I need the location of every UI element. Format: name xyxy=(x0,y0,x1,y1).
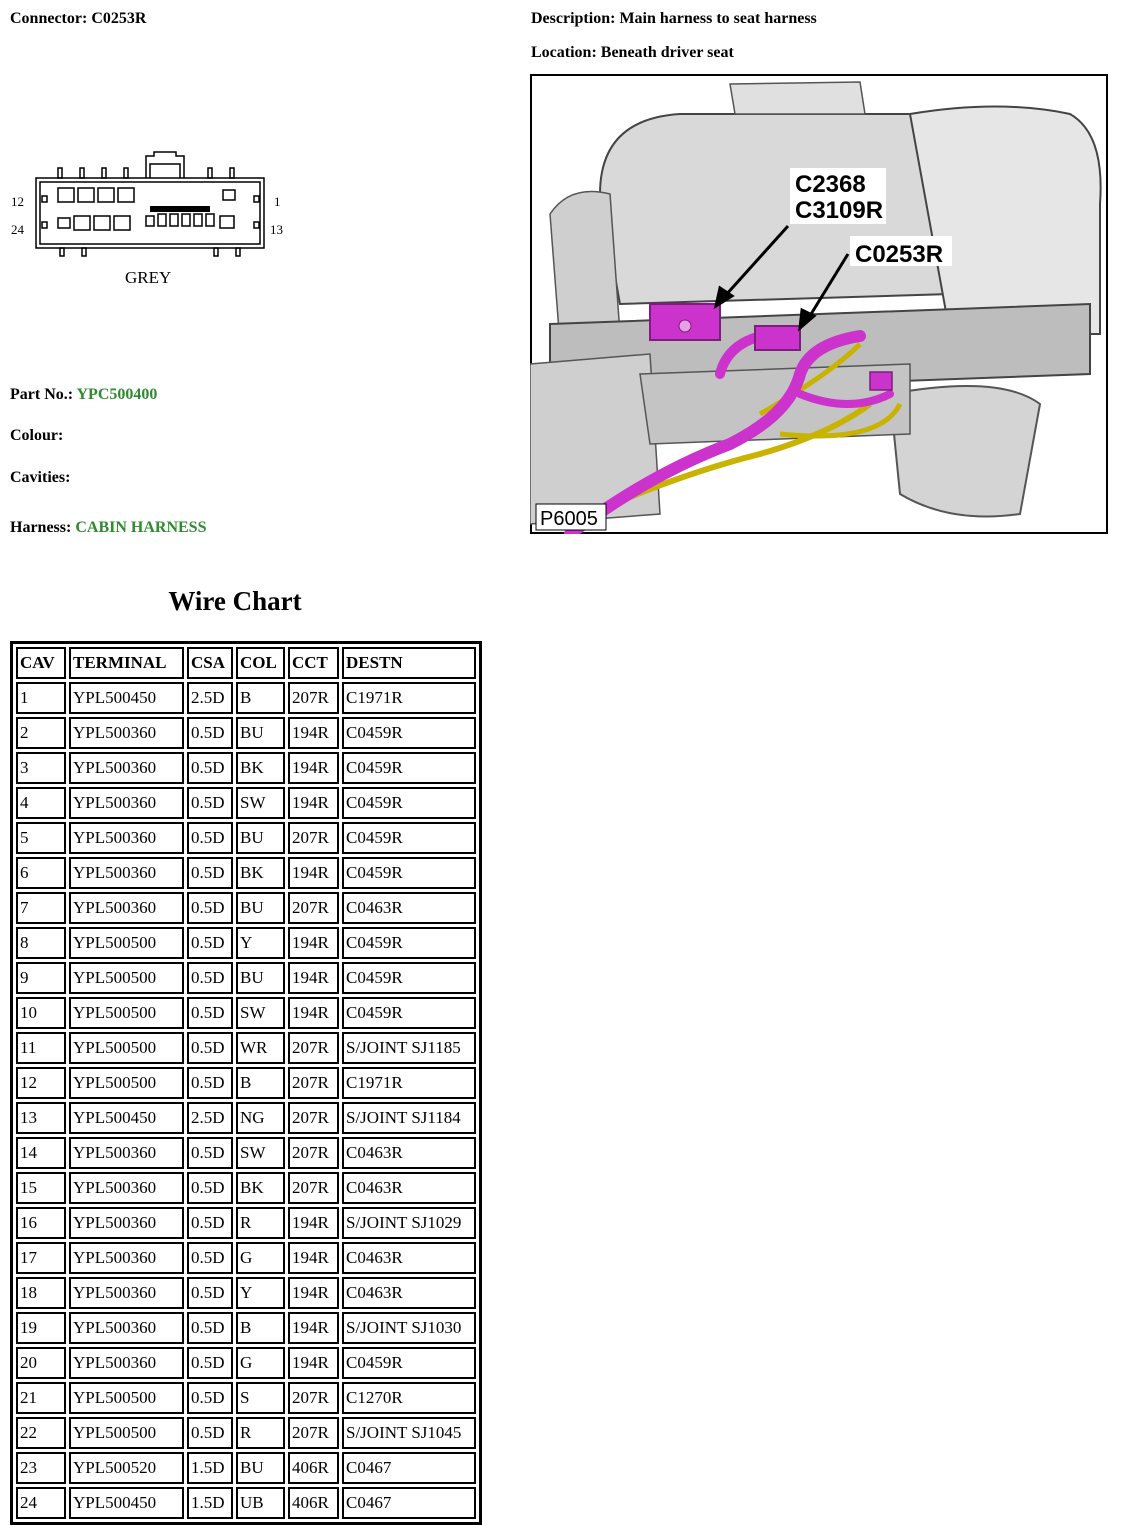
cell-csa: 0.5D xyxy=(187,857,233,889)
location-photo xyxy=(530,74,1108,534)
cell-cct: 207R xyxy=(288,1102,339,1134)
cell-terminal: YPL500360 xyxy=(69,787,184,819)
cell-terminal: YPL500500 xyxy=(69,1382,184,1414)
cell-cct: 207R xyxy=(288,1172,339,1204)
description-label: Description: xyxy=(531,10,616,27)
table-row xyxy=(16,927,476,959)
cell-csa: 2.5D xyxy=(187,682,233,714)
cell-terminal: YPL500500 xyxy=(69,1067,184,1099)
cell-csa: 0.5D xyxy=(187,1137,233,1169)
cell-cct: 194R xyxy=(288,1347,339,1379)
table-row xyxy=(16,1277,476,1309)
cell-terminal: YPL500360 xyxy=(69,1347,184,1379)
cell-destn: C0459R xyxy=(342,857,476,889)
cell-destn: C0463R xyxy=(342,1137,476,1169)
cell-cct: 194R xyxy=(288,717,339,749)
cell-destn: S/JOINT SJ1184 xyxy=(342,1102,476,1134)
cell-cav: 23 xyxy=(16,1452,66,1484)
table-row xyxy=(16,1242,476,1274)
table-row xyxy=(16,787,476,819)
table-row xyxy=(16,1487,476,1519)
cell-col: BK xyxy=(236,857,285,889)
cell-col: BU xyxy=(236,822,285,854)
cell-cav: 17 xyxy=(16,1242,66,1274)
cell-csa: 0.5D xyxy=(187,1172,233,1204)
cell-csa: 1.5D xyxy=(187,1452,233,1484)
cell-cav: 12 xyxy=(16,1067,66,1099)
cell-cav: 7 xyxy=(16,892,66,924)
cell-cct: 406R xyxy=(288,1487,339,1519)
cell-col: B xyxy=(236,1067,285,1099)
cell-destn: C0459R xyxy=(342,822,476,854)
harness-field xyxy=(10,519,206,537)
cell-terminal: YPL500360 xyxy=(69,717,184,749)
colour-label: Colour: xyxy=(10,427,64,444)
cell-destn: C0459R xyxy=(342,717,476,749)
pin-label-12: 12 xyxy=(11,194,24,209)
cell-cct: 207R xyxy=(288,1067,339,1099)
cell-cav: 14 xyxy=(16,1137,66,1169)
header-csa: CSA xyxy=(187,647,233,679)
cell-csa: 0.5D xyxy=(187,1242,233,1274)
cell-destn: C0459R xyxy=(342,1347,476,1379)
cell-terminal: YPL500360 xyxy=(69,892,184,924)
table-row xyxy=(16,752,476,784)
cell-destn: C0463R xyxy=(342,1242,476,1274)
description-field xyxy=(531,10,817,28)
cell-cav: 11 xyxy=(16,1032,66,1064)
description-value: Main harness to seat harness xyxy=(619,10,817,27)
header-destn: DESTN xyxy=(342,647,476,679)
cell-cct: 194R xyxy=(288,1242,339,1274)
cell-terminal: YPL500500 xyxy=(69,962,184,994)
cell-destn: S/JOINT SJ1030 xyxy=(342,1312,476,1344)
cell-destn: C0463R xyxy=(342,892,476,924)
cell-destn: S/JOINT SJ1029 xyxy=(342,1207,476,1239)
cell-destn: S/JOINT SJ1045 xyxy=(342,1417,476,1449)
cell-col: G xyxy=(236,1242,285,1274)
cell-cav: 3 xyxy=(16,752,66,784)
cell-cav: 6 xyxy=(16,857,66,889)
cell-cav: 20 xyxy=(16,1347,66,1379)
pin-label-1: 1 xyxy=(274,194,281,209)
cell-cct: 194R xyxy=(288,857,339,889)
cell-terminal: YPL500360 xyxy=(69,822,184,854)
cell-terminal: YPL500360 xyxy=(69,857,184,889)
connector-colour-text: GREY xyxy=(125,268,172,287)
cell-terminal: YPL500500 xyxy=(69,1032,184,1064)
table-row xyxy=(16,1417,476,1449)
cell-col: B xyxy=(236,1312,285,1344)
location-value: Beneath driver seat xyxy=(600,44,734,61)
cell-col: WR xyxy=(236,1032,285,1064)
table-row xyxy=(16,1102,476,1134)
table-header-row xyxy=(16,647,476,679)
cell-destn: C1971R xyxy=(342,1067,476,1099)
wire-chart-table xyxy=(10,641,482,1525)
cell-cav: 13 xyxy=(16,1102,66,1134)
cell-destn: C1971R xyxy=(342,682,476,714)
cell-cct: 194R xyxy=(288,962,339,994)
cell-col: R xyxy=(236,1207,285,1239)
cell-csa: 0.5D xyxy=(187,787,233,819)
connector-field xyxy=(10,10,146,28)
cell-col: BU xyxy=(236,962,285,994)
location-field xyxy=(531,44,734,62)
header-col: COL xyxy=(236,647,285,679)
cell-cav: 4 xyxy=(16,787,66,819)
cell-cav: 9 xyxy=(16,962,66,994)
table-row xyxy=(16,1347,476,1379)
cell-csa: 0.5D xyxy=(187,822,233,854)
cell-destn: C0459R xyxy=(342,927,476,959)
cell-col: BU xyxy=(236,1452,285,1484)
connector-label: Connector: xyxy=(10,10,88,27)
figure-id: P6005 xyxy=(540,508,598,530)
cell-cct: 194R xyxy=(288,927,339,959)
part-number-label: Part No.: xyxy=(10,386,74,403)
harness-label: Harness: xyxy=(10,519,72,536)
cell-col: B xyxy=(236,682,285,714)
callout-c0253r: C0253R xyxy=(855,241,944,268)
header-cct: CCT xyxy=(288,647,339,679)
cavities-field xyxy=(10,469,70,487)
wire-chart-title: Wire Chart xyxy=(168,586,302,616)
connector-value: C0253R xyxy=(91,10,147,27)
cell-cct: 207R xyxy=(288,1137,339,1169)
cell-terminal: YPL500360 xyxy=(69,1137,184,1169)
cell-csa: 0.5D xyxy=(187,752,233,784)
cell-cct: 207R xyxy=(288,1382,339,1414)
cell-csa: 0.5D xyxy=(187,1207,233,1239)
cell-cav: 19 xyxy=(16,1312,66,1344)
cell-cav: 8 xyxy=(16,927,66,959)
cell-col: BU xyxy=(236,892,285,924)
cell-csa: 1.5D xyxy=(187,1487,233,1519)
table-row xyxy=(16,962,476,994)
table-row xyxy=(16,1172,476,1204)
cavities-label: Cavities: xyxy=(10,469,71,486)
table-row xyxy=(16,997,476,1029)
cell-destn: C0463R xyxy=(342,1277,476,1309)
cell-destn: S/JOINT SJ1185 xyxy=(342,1032,476,1064)
cell-destn: C0467 xyxy=(342,1452,476,1484)
cell-cav: 1 xyxy=(16,682,66,714)
cell-cav: 18 xyxy=(16,1277,66,1309)
cell-csa: 0.5D xyxy=(187,1312,233,1344)
table-row xyxy=(16,682,476,714)
cell-terminal: YPL500450 xyxy=(69,1102,184,1134)
cell-terminal: YPL500360 xyxy=(69,1242,184,1274)
table-row xyxy=(16,1207,476,1239)
cell-col: BK xyxy=(236,1172,285,1204)
colour-field xyxy=(10,427,63,445)
table-row xyxy=(16,1137,476,1169)
cell-col: Y xyxy=(236,927,285,959)
cell-col: R xyxy=(236,1417,285,1449)
cell-terminal: YPL500500 xyxy=(69,997,184,1029)
cell-col: SW xyxy=(236,1137,285,1169)
cell-destn: C0459R xyxy=(342,997,476,1029)
pin-label-24: 24 xyxy=(11,222,24,237)
cell-destn: C0463R xyxy=(342,1172,476,1204)
cell-col: BU xyxy=(236,717,285,749)
cell-col: SW xyxy=(236,997,285,1029)
table-row xyxy=(16,857,476,889)
cell-cct: 194R xyxy=(288,997,339,1029)
table-row xyxy=(16,892,476,924)
cell-cav: 24 xyxy=(16,1487,66,1519)
header-cav: CAV xyxy=(16,647,66,679)
table-row xyxy=(16,717,476,749)
cell-cav: 5 xyxy=(16,822,66,854)
cell-cct: 207R xyxy=(288,1032,339,1064)
cell-csa: 0.5D xyxy=(187,1032,233,1064)
cell-col: NG xyxy=(236,1102,285,1134)
part-number-value: YPC500400 xyxy=(76,386,158,403)
cell-csa: 0.5D xyxy=(187,1347,233,1379)
cell-destn: C0459R xyxy=(342,962,476,994)
callout-c3109r: C3109R xyxy=(795,197,884,224)
cell-terminal: YPL500500 xyxy=(69,1417,184,1449)
cell-cct: 207R xyxy=(288,682,339,714)
cell-cav: 21 xyxy=(16,1382,66,1414)
cell-cct: 194R xyxy=(288,1312,339,1344)
harness-value: CABIN HARNESS xyxy=(75,519,207,536)
cell-cct: 207R xyxy=(288,1417,339,1449)
cell-terminal: YPL500360 xyxy=(69,1277,184,1309)
cell-cct: 194R xyxy=(288,787,339,819)
pin-label-13: 13 xyxy=(270,222,283,237)
callout-c2368: C2368 xyxy=(795,171,866,198)
wire-chart-body xyxy=(16,682,476,1519)
cell-csa: 0.5D xyxy=(187,892,233,924)
cell-col: SW xyxy=(236,787,285,819)
connector-diagram xyxy=(8,150,298,295)
cell-cav: 2 xyxy=(16,717,66,749)
table-row xyxy=(16,1382,476,1414)
cell-cct: 194R xyxy=(288,1277,339,1309)
table-row xyxy=(16,822,476,854)
cell-csa: 0.5D xyxy=(187,717,233,749)
cell-terminal: YPL500360 xyxy=(69,752,184,784)
cell-cav: 22 xyxy=(16,1417,66,1449)
cell-terminal: YPL500520 xyxy=(69,1452,184,1484)
cell-csa: 2.5D xyxy=(187,1102,233,1134)
cell-terminal: YPL500450 xyxy=(69,682,184,714)
cell-destn: C0467 xyxy=(342,1487,476,1519)
cell-destn: C0459R xyxy=(342,787,476,819)
cell-cav: 16 xyxy=(16,1207,66,1239)
header-terminal: TERMINAL xyxy=(69,647,184,679)
table-row xyxy=(16,1067,476,1099)
table-row xyxy=(16,1452,476,1484)
cell-destn: C1270R xyxy=(342,1382,476,1414)
cell-cct: 194R xyxy=(288,752,339,784)
cell-col: S xyxy=(236,1382,285,1414)
cell-col: G xyxy=(236,1347,285,1379)
cell-destn: C0459R xyxy=(342,752,476,784)
cell-cav: 10 xyxy=(16,997,66,1029)
cell-terminal: YPL500360 xyxy=(69,1172,184,1204)
cell-cct: 194R xyxy=(288,1207,339,1239)
cell-cct: 406R xyxy=(288,1452,339,1484)
cell-csa: 0.5D xyxy=(187,1067,233,1099)
cell-col: BK xyxy=(236,752,285,784)
cell-cct: 207R xyxy=(288,822,339,854)
cell-col: UB xyxy=(236,1487,285,1519)
location-label: Location: xyxy=(531,44,597,61)
cell-cav: 15 xyxy=(16,1172,66,1204)
cell-terminal: YPL500450 xyxy=(69,1487,184,1519)
table-row xyxy=(16,1032,476,1064)
cell-col: Y xyxy=(236,1277,285,1309)
cell-terminal: YPL500500 xyxy=(69,927,184,959)
cell-cct: 207R xyxy=(288,892,339,924)
cell-terminal: YPL500360 xyxy=(69,1312,184,1344)
cell-csa: 0.5D xyxy=(187,1417,233,1449)
cell-csa: 0.5D xyxy=(187,927,233,959)
cell-csa: 0.5D xyxy=(187,1382,233,1414)
part-number-field xyxy=(10,386,157,404)
cell-csa: 0.5D xyxy=(187,1277,233,1309)
table-row xyxy=(16,1312,476,1344)
cell-csa: 0.5D xyxy=(187,962,233,994)
cell-terminal: YPL500360 xyxy=(69,1207,184,1239)
cell-csa: 0.5D xyxy=(187,997,233,1029)
